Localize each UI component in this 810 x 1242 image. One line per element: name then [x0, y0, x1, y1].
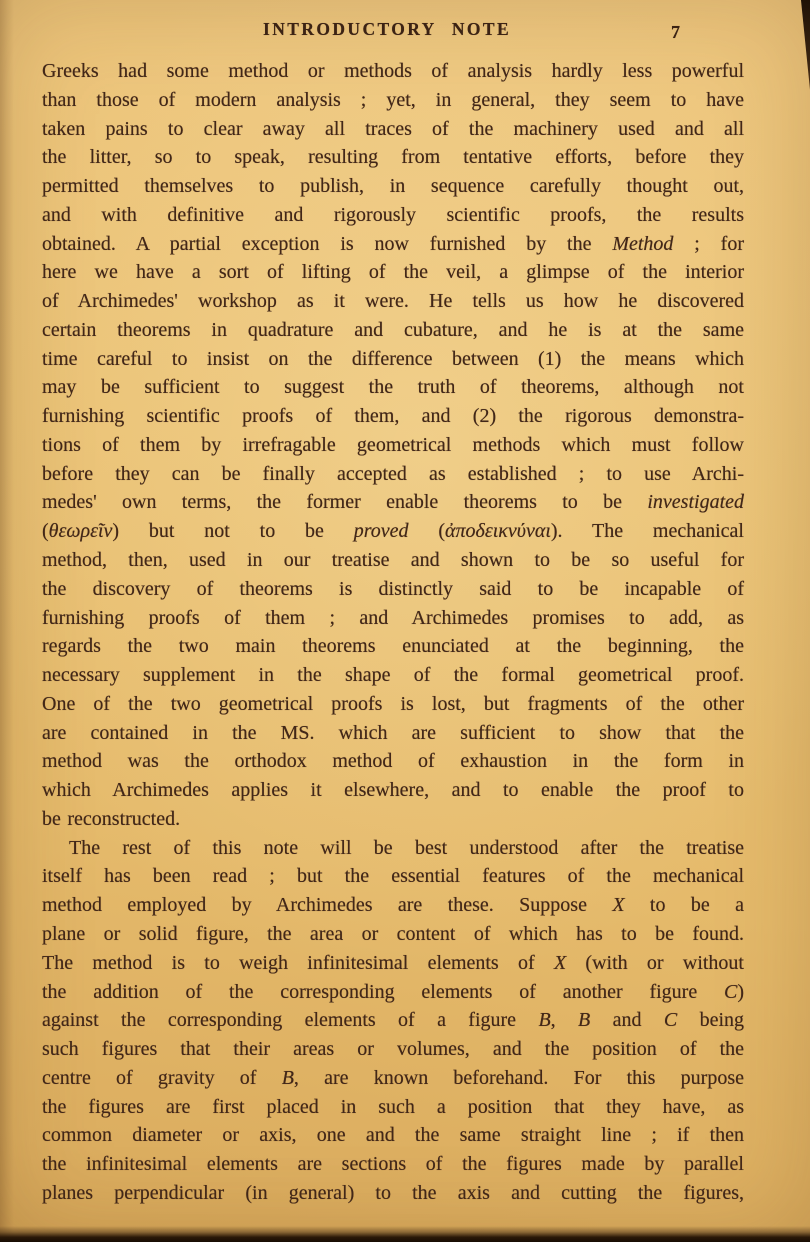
page-left-shadow: [0, 0, 14, 1242]
page-number: 7: [671, 22, 680, 42]
text-line: method employed by Archimedes are these. Suppose X to be a: [42, 894, 744, 917]
italic-text: C: [663, 1009, 678, 1032]
page-body: [42, 57, 744, 1208]
text-line: are contained in the MS. which are sufficient to show that the: [42, 721, 744, 744]
text-line: method was the orthodox method of exhaustion in the form in: [42, 750, 744, 773]
text-line: plane or solid figure, the area or content of which has to be found.: [42, 922, 744, 945]
text-line: be reconstructed.: [42, 807, 181, 830]
text-line: regards the two main theorems enunciated at the beginning, the: [42, 635, 744, 658]
text-line: the litter, so to speak, resulting from tentative efforts, before they: [42, 146, 744, 169]
text-line: method, then, used in our treatise and shown to be so useful for: [42, 549, 744, 572]
page-bottom-edge: [0, 1226, 810, 1242]
text-line: planes perpendicular (in general) to the axis and cutting the figures,: [42, 1181, 744, 1204]
text-line: of Archimedes' workshop as it were. He tells us how he discovered: [42, 290, 744, 313]
text-line: tions of them by irrefragable geometrical methods which must follow: [42, 433, 744, 456]
text-line: furnishing scientific proofs of them, and (2) the rigorous demonstra-: [42, 405, 744, 428]
running-title: INTRODUCTORY NOTE: [263, 19, 512, 39]
italic-text: B: [281, 1066, 294, 1089]
text-line: (θεωρεῖν) but not to be proved (ἀποδεικνύναι). The mechanical: [42, 520, 744, 543]
italic-text: ἀποδεικνύναι: [445, 520, 551, 543]
text-line: The method is to weigh infinitesimal elements of X (with or without: [42, 951, 744, 974]
text-line: here we have a sort of lifting of the veil, a glimpse of the interior: [42, 261, 744, 284]
text-line: certain theorems in quadrature and cubature, and he is at the same: [42, 318, 744, 341]
text-line: One of the two geometrical proofs is lost, but fragments of the other: [42, 692, 744, 715]
italic-text: C: [723, 980, 738, 1003]
italic-text: X: [612, 894, 625, 917]
text-line: taken pains to clear away all traces of the machinery used and all: [42, 117, 744, 140]
text-line: necessary supplement in the shape of the formal geometrical proof.: [42, 664, 744, 687]
text-line: such figures that their areas or volumes, and the position of the: [42, 1038, 744, 1061]
text-line: the addition of the corresponding elements of another figure C): [42, 980, 744, 1003]
text-line: Greeks had some method or methods of analysis hardly less powerful: [42, 60, 744, 82]
italic-text: proved: [353, 520, 409, 543]
italic-text: θεωρεῖν: [48, 520, 113, 543]
text-line: The rest of this note will be best understood after the treatise: [69, 836, 744, 859]
text-line: medes' own terms, the former enable theorems to be investigated: [42, 491, 744, 514]
text-line: obtained. A partial exception is now furnished by the Method ; for: [42, 232, 744, 255]
text-line: the figures are first placed in such a position that they have, as: [42, 1095, 744, 1118]
text-line: furnishing proofs of them ; and Archimedes promises to add, as: [42, 606, 744, 629]
text-line: common diameter or axis, one and the same straight line ; if then: [42, 1124, 744, 1147]
text-line: centre of gravity of B, are known beforehand. For this purpose: [42, 1066, 744, 1089]
text-line: itself has been read ; but the essential features of the mechanical: [42, 865, 744, 888]
italic-text: investigated: [647, 491, 744, 514]
text-line: which Archimedes applies it elsewhere, and to enable the proof to: [42, 779, 744, 802]
italic-text: Method: [612, 232, 674, 255]
text-line: the infinitesimal elements are sections of the figures made by parallel: [42, 1153, 744, 1176]
italic-text: B: [578, 1009, 591, 1032]
page-corner-shadow: [799, 0, 810, 102]
italic-text: X: [553, 951, 567, 974]
text-line: the discovery of theorems is distinctly said to be incapable of: [42, 577, 744, 600]
text-line: against the corresponding elements of a figure B, B and C being: [42, 1009, 745, 1032]
text-line: may be sufficient to suggest the truth of theorems, although not: [42, 376, 744, 399]
text-line: permitted themselves to publish, in sequence carefully thought out,: [42, 175, 744, 198]
page-header: [0, 19, 810, 45]
text-line: before they can be finally accepted as established ; to use Archi-: [42, 462, 744, 485]
text-line: than those of modern analysis ; yet, in general, they seem to have: [42, 88, 744, 111]
italic-text: B: [538, 1009, 551, 1032]
text-line: time careful to insist on the difference between (1) the means which: [42, 347, 744, 370]
text-line: and with definitive and rigorously scientific proofs, the results: [42, 203, 744, 226]
